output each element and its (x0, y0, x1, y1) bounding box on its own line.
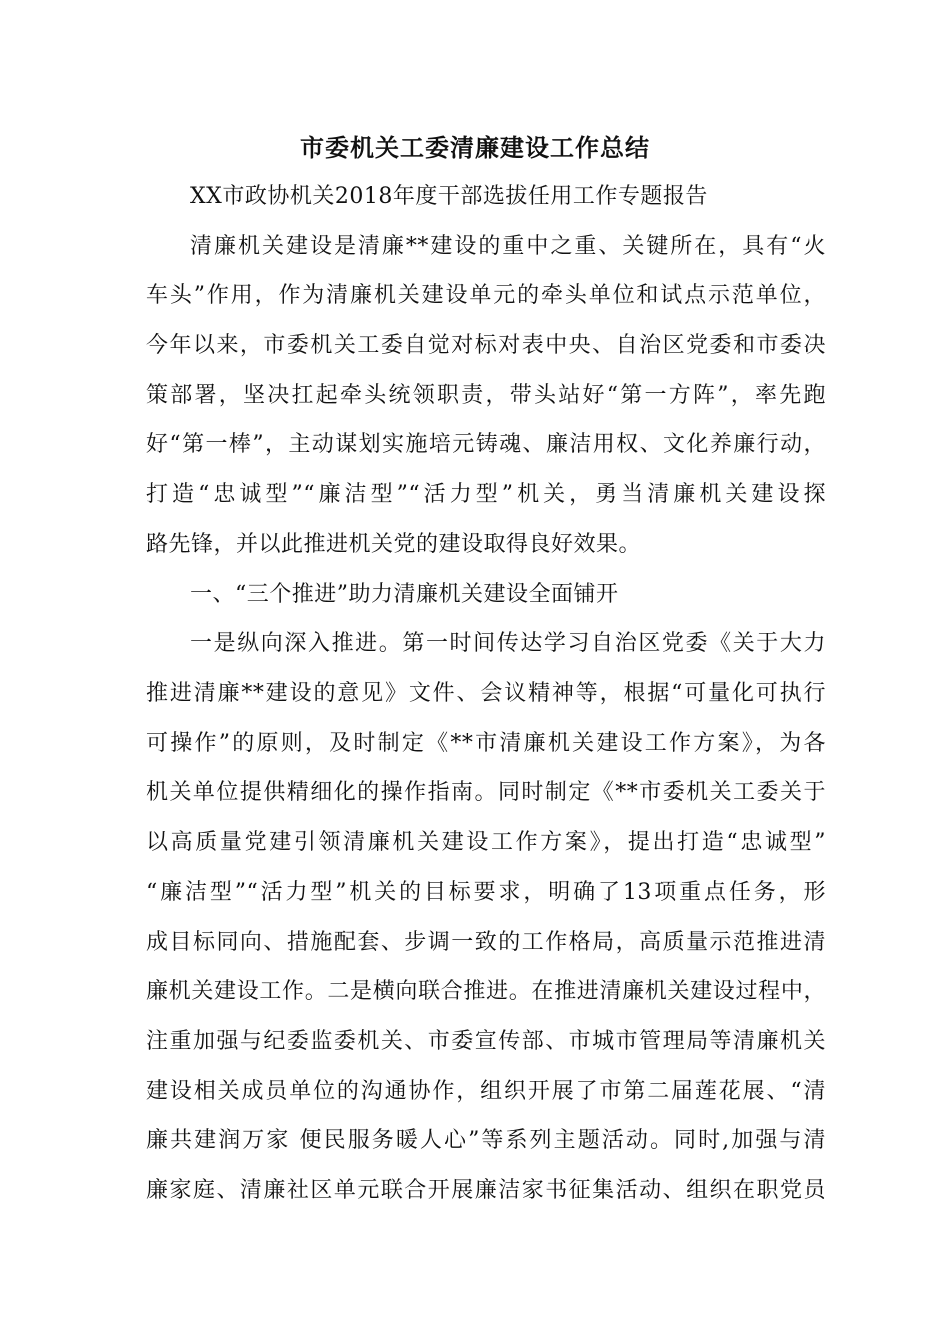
paragraph-line: 注重加强与纪委监委机关、市委宣传部、市城市管理局等清廉机关 (146, 1029, 826, 1054)
paragraph-line: 清廉机关建设是清廉**建设的重中之重、关键所在，具有“火 (190, 234, 826, 259)
paragraph-line: 路先锋，并以此推进机关党的建设取得良好效果。 (146, 532, 642, 557)
paragraph-line: 建设相关成员单位的沟通协作，组织开展了市第二届莲花展、“清 (146, 1079, 826, 1104)
paragraph-line: “廉洁型”“活力型”机关的目标要求，明确了13项重点任务，形 (146, 880, 826, 905)
paragraph-line: 策部署，坚决扛起牵头统领职责，带头站好“第一方阵”，率先跑 (146, 383, 826, 408)
paragraph-line: 廉机关建设工作。二是横向联合推进。在推进清廉机关建设过程中， (146, 979, 826, 1004)
paragraph-line: 车头”作用，作为清廉机关建设单元的牵头单位和试点示范单位， (146, 283, 826, 308)
paragraph-line: 成目标同向、措施配套、步调一致的工作格局，高质量示范推进清 (146, 930, 826, 955)
paragraph-line: 机关单位提供精细化的操作指南。同时制定《**市委机关工委关于 (146, 780, 826, 805)
paragraph-line: 廉家庭、清廉社区单元联合开展廉洁家书征集活动、组织在职党员 (146, 1178, 826, 1203)
section-heading: 一、“三个推进”助力清廉机关建设全面铺开 (190, 582, 619, 607)
document-subtitle: XX市政协机关2018年度干部选拔任用工作专题报告 (190, 184, 708, 209)
paragraph-line: 以高质量党建引领清廉机关建设工作方案》，提出打造“忠诚型” (146, 830, 826, 855)
document-title: 市委机关工委清廉建设工作总结 (300, 134, 650, 162)
paragraph-line: 推进清廉**建设的意见》文件、会议精神等，根据“可量化可执行 (146, 681, 826, 706)
paragraph-line: 今年以来，市委机关工委自觉对标对表中央、自治区党委和市委决 (146, 333, 826, 358)
paragraph-line: 可操作”的原则，及时制定《**市清廉机关建设工作方案》，为各 (146, 731, 826, 756)
paragraph-line: 一是纵向深入推进。第一时间传达学习自治区党委《关于大力 (190, 631, 826, 656)
paragraph-line: 廉共建润万家 便民服务暖人心”等系列主题活动。同时,加强与清 (146, 1128, 826, 1153)
paragraph-line: 打造“忠诚型”“廉洁型”“活力型”机关，勇当清廉机关建设探 (146, 482, 826, 507)
paragraph-line: 好“第一棒”，主动谋划实施培元铸魂、廉洁用权、文化养廉行动， (146, 432, 826, 457)
